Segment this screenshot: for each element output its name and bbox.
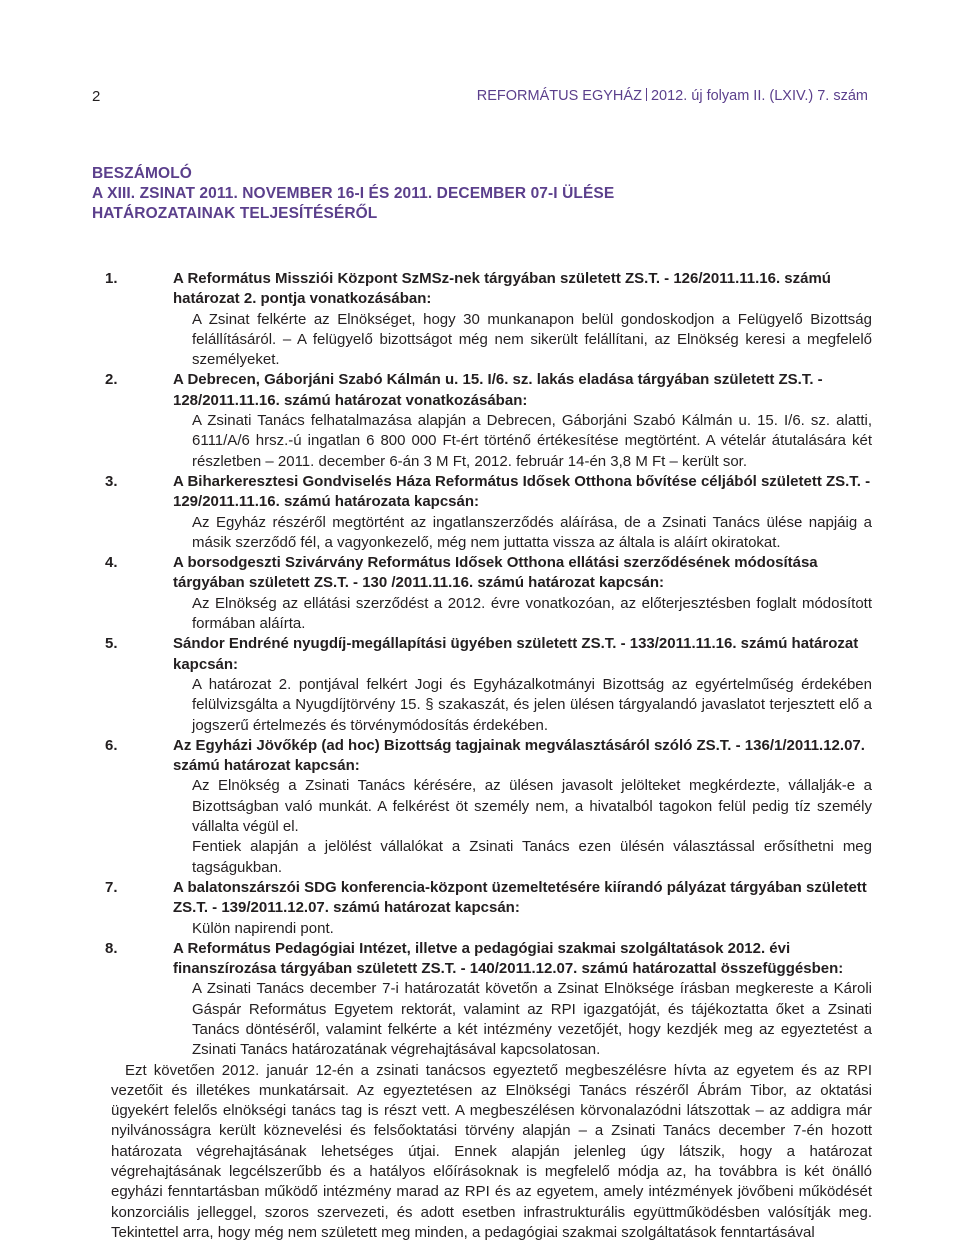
item-paragraph: A Zsinati Tanács felhatalmazása alapján a Debrecen, Gáborjáni Szabó Kálmán u. 15. I/6. sz. alatti, 6111/A/6 hrsz.-ú ingatlan 6 800 000 Ft-ért történő értékesítése megtörtént. A vételár átutalására két részletben – 2011. december 6-án 3 M Ft, 2012. február 14-én 3,8 M Ft – került sor. bbox=[192, 412, 872, 470]
title-line-1: BESZÁMOLÓ bbox=[92, 165, 192, 182]
item-heading: Sándor Endréné nyugdíj-megállapítási ügyében született ZS.T. - 133/2011.11.16. számú határozat kapcsán: bbox=[173, 635, 859, 673]
report-item-7 bbox=[92, 878, 872, 939]
item-paragraph: A Zsinati Tanács december 7-i határozatát követőn a Zsinat Elnöksége írásban megkereste a Károli Gáspár Református Egyetem rektorát, valamint az RPI igazgatóját, és tájékoztatta őket a Zsinati Tanács döntéséről, valamint felkérte a két intézmény vezetőjét, hogy kezdjék meg az egyeztetést a Zsinati Tanács határozatának végrehajtásával kapcsolatosan. bbox=[192, 980, 872, 1059]
item-number: 6. bbox=[105, 736, 118, 754]
item-heading: A balatonszárszói SDG konferencia-központ üzemeltetésére kiírandó pályázat tárgyában született ZS.T. - 139/2011.12.07. számú határozat kapcsán: bbox=[173, 878, 867, 917]
item-number: 4. bbox=[105, 554, 118, 572]
item-number: 2. bbox=[105, 371, 118, 389]
item-paragraph: Külön napirendi pont. bbox=[192, 919, 334, 937]
title-line-2: A XIII. ZSINAT 2011. NOVEMBER 16-I ÉS 2011. DECEMBER 07-I ÜLÉSE bbox=[92, 185, 615, 202]
report-item-1 bbox=[92, 269, 872, 370]
item-heading: A borsodgeszti Szivárvány Református Idősek Otthona ellátási szerződésének módosítása tárgyában született ZS.T. - 130 /2011.11.16. számú határozat kapcsán: bbox=[173, 554, 818, 592]
item-heading: A Debrecen, Gáborjáni Szabó Kálmán u. 15. I/6. sz. lakás eladása tárgyában született ZS.T. - 128/2011.11.16. számú határozat vonatkozásában: bbox=[173, 371, 823, 409]
page-number: 2 bbox=[92, 88, 101, 105]
title-line-3: HATÁROZATAINAK TELJESÍTÉSÉRŐL bbox=[92, 205, 378, 222]
issue-info: 2012. új folyam II. (LXIV.) 7. szám bbox=[650, 88, 868, 104]
journal-name: REFORMÁTUS EGYHÁZ bbox=[476, 88, 642, 104]
item-number: 1. bbox=[105, 270, 118, 287]
item-number: 7. bbox=[105, 878, 118, 896]
report-item-2 bbox=[92, 370, 872, 471]
document-title bbox=[92, 164, 652, 224]
item-heading: A Biharkeresztesi Gondviselés Háza Református Idősek Otthona bővítése céljából született ZS.T. - 129/2011.11.16. számú határozata kapcsán: bbox=[173, 472, 871, 511]
report-items bbox=[92, 269, 872, 1243]
item-paragraph: Az Elnökség a Zsinati Tanács kérésére, az ülésen javasolt jelölteket megkérdezte, vállalják-e a Bizottságban való munkát. A felkérést öt személy nem, a hivatalból tagokon felül pedig tíz személy vállalta végül el. bbox=[192, 777, 872, 836]
report-item-5 bbox=[92, 634, 872, 735]
item-paragraph: Az Egyház részéről megtörtént az ingatlanszerződés aláírása, de a Zsinati Tanács ülése napjáig a másik szerződő fél, a vagyonkezelő, még nem juttatta vissza az általa is aláírt okiratokat. bbox=[192, 513, 872, 551]
report-item-8 bbox=[92, 939, 872, 1061]
item-number: 8. bbox=[105, 939, 118, 957]
item-paragraph: Az Elnökség az ellátási szerződést a 2012. évre vonatkozóan, az előterjesztésben foglalt módosított formában aláírta. bbox=[192, 594, 872, 633]
item-paragraph: A határozat 2. pontjával felkért Jogi és Egyházalkotmányi Bizottság az egyértelműség érdekében felülvizsgálta a Nyugdíjtörvény 15. § szakaszát, és jelen ülésen tárgyalandó javaslatot terjesztett elő a jogszerű értelmezés és törvénymódosítás érdekében. bbox=[192, 675, 872, 734]
running-header bbox=[92, 88, 868, 108]
report-item-6 bbox=[92, 736, 872, 878]
item-heading: Az Egyházi Jövőkép (ad hoc) Bizottság tagjainak megválasztásáról szóló ZS.T. - 136/1/2011.12.07. számú határozat kapcsán: bbox=[173, 736, 865, 775]
header-separator bbox=[646, 88, 647, 101]
item-heading: A Református Missziói Központ SzMSz-nek tárgyában született ZS.T. - 126/2011.11.16. számú határozat 2. pontja vonatkozásában: bbox=[173, 270, 831, 308]
running-title bbox=[477, 88, 868, 104]
report-item-3 bbox=[92, 472, 872, 553]
item-paragraph: Fentiek alapján a jelölést vállalókat a Zsinati Tanács ezen ülésén választással erősíthetni meg tagságukban. bbox=[192, 838, 872, 876]
report-item-4 bbox=[92, 553, 872, 634]
item-number: 3. bbox=[105, 472, 118, 490]
item-paragraph: A Zsinat felkérte az Elnökséget, hogy 30 munkanapon belül gondoskodjon a Felügyelő Bizottság felállításáról. – A felügyelő bizottságot még nem sikerült felállítani, az Elnökség keresi a megfelelő személyeket. bbox=[192, 310, 872, 369]
item-number: 5. bbox=[105, 635, 118, 653]
continuation-paragraph: Ezt követően 2012. január 12-én a zsinati tanácsos egyeztető megbeszélésre hívta az egyetem és az RPI vezetőit és illetékes munkatársait. Az egyeztetésen az Elnökségi Tanács részéről Ábrám Tibor, az oktatási ügyekért felelős elnökségi tanács tag is részt vett. A megbeszélésen körvonalazódni látszottak – az addigra már nyilvánosságra került köznevelési és felsőoktatási törvény alapján – a Zsinati Tanács december 7-én hozott határozata végrehajtásának lehetséges útjai. Ennek alapján jelenleg úgy látszik, hogy a határozat végrehajtásának legcélszerűbb és a hatályos előírásoknak is megfelelő módja az, ha továbbra is két önálló egyházi fenntartásban működő intézmény marad az RPI és az egyetem, amely intézmények jövőbeni működését konzorciális jelleggel, szoros szervezeti, és adott esetben infrastrukturális együttműködésben valósítják meg. Tekintettel arra, hogy még nem született meg minden, a pedagógiai szakmai szolgáltatások fenntartásával bbox=[111, 1061, 872, 1241]
item-heading: A Református Pedagógiai Intézet, illetve a pedagógiai szakmai szolgáltatások 2012. évi finanszírozása tárgyában született ZS.T. - 140/2011.12.07. számú határozattal összefüggésben: bbox=[173, 939, 844, 978]
